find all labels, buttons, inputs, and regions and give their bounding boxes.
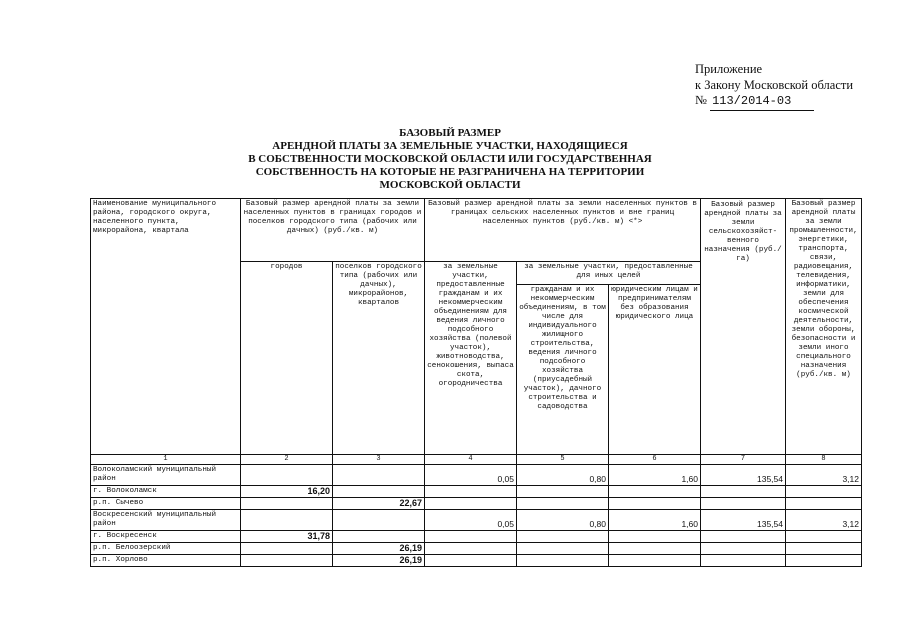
header-farm: за земельные участки, предоставленные гражданам и их некоммерческим объединениям для ведения личного подсобного хозяйства (полевой участок), животноводства, сенокошения, выпаса скота, огородничества — [425, 262, 517, 455]
header-citizens: гражданам и их некоммерческим объединениям, в том числе для индивидуального жилищного строительства, ведения личного подсобного хозяйства (приусадебный участок), дачного строительства и садоводства — [517, 285, 609, 455]
cell-settlements — [333, 510, 425, 531]
title-line: В СОБСТВЕННОСТИ МОСКОВСКОЙ ОБЛАСТИ ИЛИ ГОСУДАРСТВЕННАЯ — [248, 153, 652, 165]
row-name: р.п. Белоозерский — [91, 543, 241, 555]
cell-industry: 3,12 — [786, 510, 862, 531]
title-line: МОСКОВСКОЙ ОБЛАСТИ — [379, 179, 521, 191]
row-name: г. Волоколамск — [91, 486, 241, 498]
cell-farm — [425, 498, 517, 510]
title-line: СОБСТВЕННОСТЬ НА КОТОРЫЕ НЕ РАЗГРАНИЧЕНА НА ТЕРРИТОРИИ — [255, 166, 645, 178]
cell-agri — [701, 555, 786, 567]
cell-legal — [609, 531, 701, 543]
appendix-block — [695, 62, 853, 111]
cell-citizens — [517, 531, 609, 543]
column-number: 5 — [517, 455, 609, 465]
cell-agri — [701, 486, 786, 498]
appendix-number-line — [695, 93, 853, 111]
header-urban: Базовый размер арендной платы за земли населенных пунктов в границах городов и поселков городского типа (рабочих или дачных) (руб./кв. м) — [241, 199, 425, 262]
column-number: 8 — [786, 455, 862, 465]
cell-industry: 3,12 — [786, 465, 862, 486]
header-other: за земельные участки, предоставленные для иных целей — [517, 262, 701, 285]
cell-settlements — [333, 486, 425, 498]
cell-cities: 31,78 — [241, 531, 333, 543]
cell-agri — [701, 543, 786, 555]
column-number: 6 — [609, 455, 701, 465]
cell-industry — [786, 543, 862, 555]
rent-rates-table — [90, 198, 862, 567]
cell-legal — [609, 498, 701, 510]
cell-farm — [425, 543, 517, 555]
appendix-num-prefix: № — [695, 93, 707, 107]
cell-cities — [241, 555, 333, 567]
cell-citizens: 0,80 — [517, 510, 609, 531]
row-name: Воскресенский муниципальный район — [91, 510, 241, 531]
cell-legal: 1,60 — [609, 510, 701, 531]
cell-settlements — [333, 465, 425, 486]
cell-settlements: 26,19 — [333, 555, 425, 567]
header-legal: юридическим лицам и предпринимателям без образования юридического лица — [609, 285, 701, 455]
table-row — [91, 486, 862, 498]
table-row — [91, 555, 862, 567]
header-cities: городов — [241, 262, 333, 455]
cell-cities: 16,20 — [241, 486, 333, 498]
cell-cities — [241, 543, 333, 555]
appendix-line1: Приложение — [695, 62, 763, 76]
cell-agri: 135,54 — [701, 465, 786, 486]
cell-industry — [786, 486, 862, 498]
cell-citizens — [517, 555, 609, 567]
table-row — [91, 498, 862, 510]
cell-citizens — [517, 543, 609, 555]
cell-farm: 0,05 — [425, 510, 517, 531]
cell-citizens — [517, 486, 609, 498]
header-settlements: поселков городского типа (рабочих или дачных), микрорайонов, кварталов — [333, 262, 425, 455]
column-number: 2 — [241, 455, 333, 465]
cell-agri: 135,54 — [701, 510, 786, 531]
column-number-row — [91, 455, 862, 465]
cell-settlements: 22,67 — [333, 498, 425, 510]
cell-farm — [425, 531, 517, 543]
header-name: Наименование муниципального района, городского округа, населенного пункта, микрорайона, квартала — [91, 199, 241, 455]
appendix-line2: к Закону Московской области — [695, 77, 854, 92]
column-number: 1 — [91, 455, 241, 465]
cell-legal: 1,60 — [609, 465, 701, 486]
appendix-number: 113/2014-03 — [712, 94, 792, 108]
header-industry: Базовый размер арендной платы за земли промышленности, энергетики, транспорта, связи, радиовещания, телевидения, информатики, земли для обеспечения космической деятельности, земли обороны, безопасности и земли иного специального назначения (руб./кв. м) — [786, 199, 862, 455]
row-name: Волоколамский муниципальный район — [91, 465, 241, 486]
cell-legal — [609, 543, 701, 555]
row-name: р.п. Хорлово — [91, 555, 241, 567]
cell-settlements: 26,19 — [333, 543, 425, 555]
cell-agri — [701, 498, 786, 510]
cell-cities — [241, 510, 333, 531]
row-name: г. Воскресенск — [91, 531, 241, 543]
table-row — [91, 465, 862, 486]
row-name: р.п. Сычево — [91, 498, 241, 510]
cell-farm — [425, 486, 517, 498]
cell-industry — [786, 531, 862, 543]
table-row — [91, 531, 862, 543]
title-line: БАЗОВЫЙ РАЗМЕР — [399, 127, 501, 139]
cell-cities — [241, 498, 333, 510]
cell-citizens — [517, 498, 609, 510]
document-title — [200, 127, 700, 192]
cell-farm: 0,05 — [425, 465, 517, 486]
cell-settlements — [333, 531, 425, 543]
table-row — [91, 543, 862, 555]
cell-industry — [786, 498, 862, 510]
column-number: 4 — [425, 455, 517, 465]
column-number: 7 — [701, 455, 786, 465]
cell-cities — [241, 465, 333, 486]
cell-legal — [609, 555, 701, 567]
table-row — [91, 510, 862, 531]
cell-farm — [425, 555, 517, 567]
title-line: АРЕНДНОЙ ПЛАТЫ ЗА ЗЕМЕЛЬНЫЕ УЧАСТКИ, НАХОДЯЩИЕСЯ — [272, 140, 628, 152]
cell-industry — [786, 555, 862, 567]
cell-citizens: 0,80 — [517, 465, 609, 486]
cell-agri — [701, 531, 786, 543]
header-agri: Базовый размер арендной платы за земли сельскохозяйст-венного назначения (руб./га) — [701, 199, 786, 455]
header-rural: Базовый размер арендной платы за земли населенных пунктов в границах сельских населенных пунктов и вне границ населенных пунктов (руб./кв. м) <*> — [425, 199, 701, 262]
column-number: 3 — [333, 455, 425, 465]
cell-legal — [609, 486, 701, 498]
